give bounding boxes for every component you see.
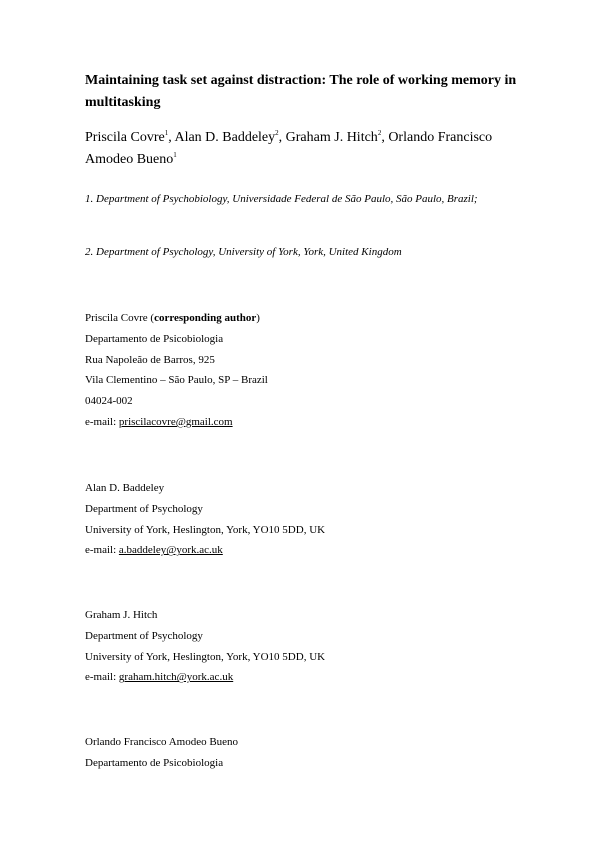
- author-affiliation-mark: 2: [377, 129, 382, 137]
- address-line: 04024-002: [85, 395, 133, 408]
- author-separator: ,: [381, 130, 389, 145]
- author-list: [85, 127, 525, 171]
- email-link[interactable]: graham.hitch@york.ac.uk: [118, 671, 234, 684]
- corresponding-author-block: [85, 308, 525, 433]
- address-line: Departamento de Psicobiologia: [85, 332, 224, 345]
- author-name: Priscila Covre: [85, 130, 165, 145]
- contact-block-bueno: [85, 732, 525, 774]
- author-separator: ,: [168, 130, 175, 145]
- author-affiliation-mark: 2: [275, 129, 279, 137]
- email-link[interactable]: priscilacovre@gmail.com: [118, 415, 233, 428]
- author-affiliation-mark: 1: [173, 151, 177, 159]
- contact-block-baddeley: [85, 478, 525, 561]
- email-line: [85, 667, 525, 688]
- author-name: Orlando Francisco Amodeo Bueno: [85, 130, 493, 167]
- paper-title: Maintaining task set against distraction: The role of working memory in multitasking: [85, 73, 517, 110]
- role-paren-close: ): [256, 312, 260, 324]
- role-paren-open: (: [147, 312, 155, 324]
- corresponding-author-line: [85, 308, 525, 329]
- author-affiliation-mark: 1: [164, 129, 169, 137]
- corresponding-author-label: corresponding author: [154, 312, 257, 324]
- address-line: University of York, Heslington, York, YO10 5DD, UK: [85, 523, 326, 536]
- address-line: Department of Psychology: [85, 629, 203, 642]
- author-name: Graham J. Hitch: [285, 130, 378, 145]
- contact-name: Orlando Francisco Amodeo Bueno: [85, 736, 239, 748]
- address-line: University of York, Heslington, York, YO10 5DD, UK: [85, 650, 326, 663]
- address-line: Vila Clementino – São Paulo, SP – Brazil: [85, 374, 268, 387]
- email-line: [85, 412, 525, 433]
- email-prefix: e-mail:: [85, 544, 119, 557]
- contact-name: Graham J. Hitch: [85, 609, 158, 621]
- author-separator: ,: [278, 130, 286, 145]
- contact-block-hitch: [85, 605, 525, 688]
- contact-name: Alan D. Baddeley: [85, 482, 165, 494]
- address-line: Rua Napoleão de Barros, 925: [85, 353, 215, 366]
- email-prefix: e-mail:: [85, 415, 119, 428]
- email-prefix: e-mail:: [85, 671, 119, 684]
- email-line: [85, 540, 525, 561]
- email-link[interactable]: a.baddeley@york.ac.uk: [118, 544, 223, 557]
- address-line: Department of Psychology: [85, 502, 203, 515]
- affiliation-2: 2. Department of Psychology, University of York, York, United Kingdom: [85, 246, 402, 258]
- address-line: Departamento de Psicobiologia: [85, 756, 224, 769]
- contact-name: Priscila Covre: [85, 312, 148, 324]
- affiliation-1: 1. Department of Psychobiology, Universidade Federal de São Paulo, São Paulo, Brazil;: [85, 193, 478, 205]
- author-name: Alan D. Baddeley: [174, 130, 276, 145]
